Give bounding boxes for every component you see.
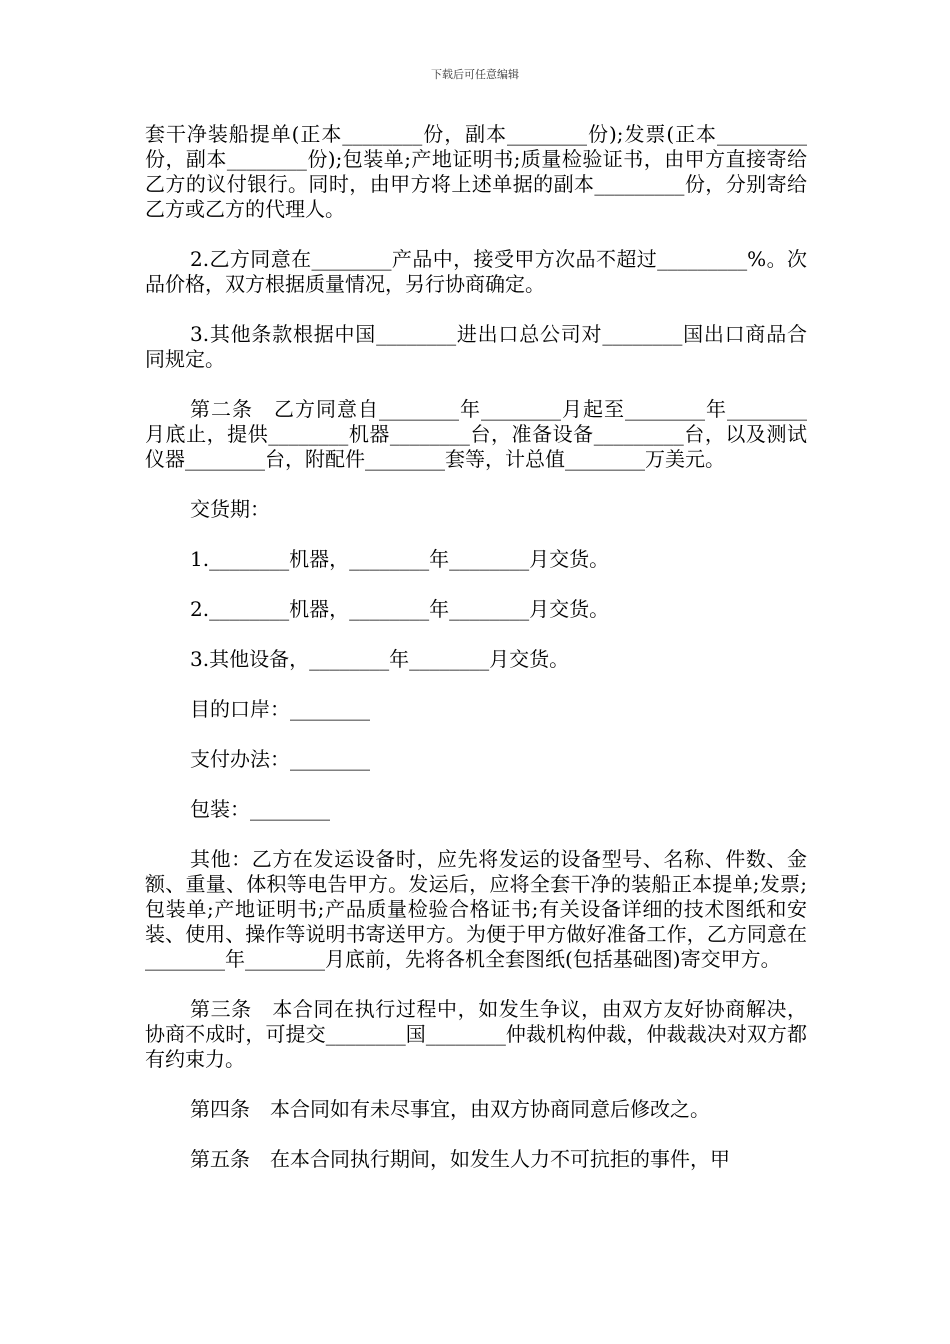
other-shipping-notes: 其他：乙方在发运设备时，应先将发运的设备型号、名称、件数、金额、重量、体积等电告甲方。发运后，应将全套干净的装船正本提单;发票;包装单;产地证明书;产品质量检验合格证书;有关设备详细的技术图纸和安装、使用、操作等说明书寄送甲方。为便于甲方做好准备工作，乙方同意在________年________月底前，先将各机全套图纸(包括基础图)寄交甲方。 bbox=[145, 847, 807, 971]
paragraph-shipping-documents: 套干净装船提单(正本________份，副本________份);发票(正本_________份，副本________份);包装单;产地证明书;质量检验证书，由甲方直接寄给乙方的议付银行。同时，由甲方将上述单据的副本_________份，分别寄给乙方或乙方的代理人。 bbox=[145, 122, 807, 221]
article-2: 第二条 乙方同意自________年________月起至________年________月底止，提供________机器________台，准备设备_________台，以及测试仪器________台，附配件________套等，计总值________万美元。 bbox=[145, 397, 807, 471]
delivery-period-heading: 交货期： bbox=[190, 497, 270, 521]
delivery-item-2: 2.________机器，________年________月交货。 bbox=[190, 597, 610, 621]
article-3: 第三条 本合同在执行过程中，如发生争议，由双方友好协商解决，协商不成时，可提交________国________仲裁机构仲裁，仲裁裁决对双方都有约束力。 bbox=[145, 997, 807, 1071]
packaging: 包装：________ bbox=[190, 797, 330, 821]
paragraph-defect-clause: 2.乙方同意在________产品中，接受甲方次品不超过_________%。次品价格，双方根据质量情况，另行协商确定。 bbox=[145, 247, 807, 296]
contract-body bbox=[145, 122, 807, 1197]
payment-method: 支付办法：________ bbox=[190, 747, 370, 771]
destination-port: 目的口岸：________ bbox=[190, 697, 370, 721]
delivery-item-3: 3.其他设备，________年________月交货。 bbox=[190, 647, 570, 671]
article-5: 第五条 在本合同执行期间，如发生人力不可抗拒的事件，甲 bbox=[190, 1147, 730, 1171]
delivery-item-1: 1.________机器，________年________月交货。 bbox=[190, 547, 610, 571]
paragraph-other-terms: 3.其他条款根据中国________进出口总公司对________国出口商品合同规定。 bbox=[145, 322, 807, 371]
article-4: 第四条 本合同如有未尽事宜，由双方协商同意后修改之。 bbox=[190, 1097, 710, 1121]
page-header: 下载后可任意编辑 bbox=[431, 68, 519, 81]
